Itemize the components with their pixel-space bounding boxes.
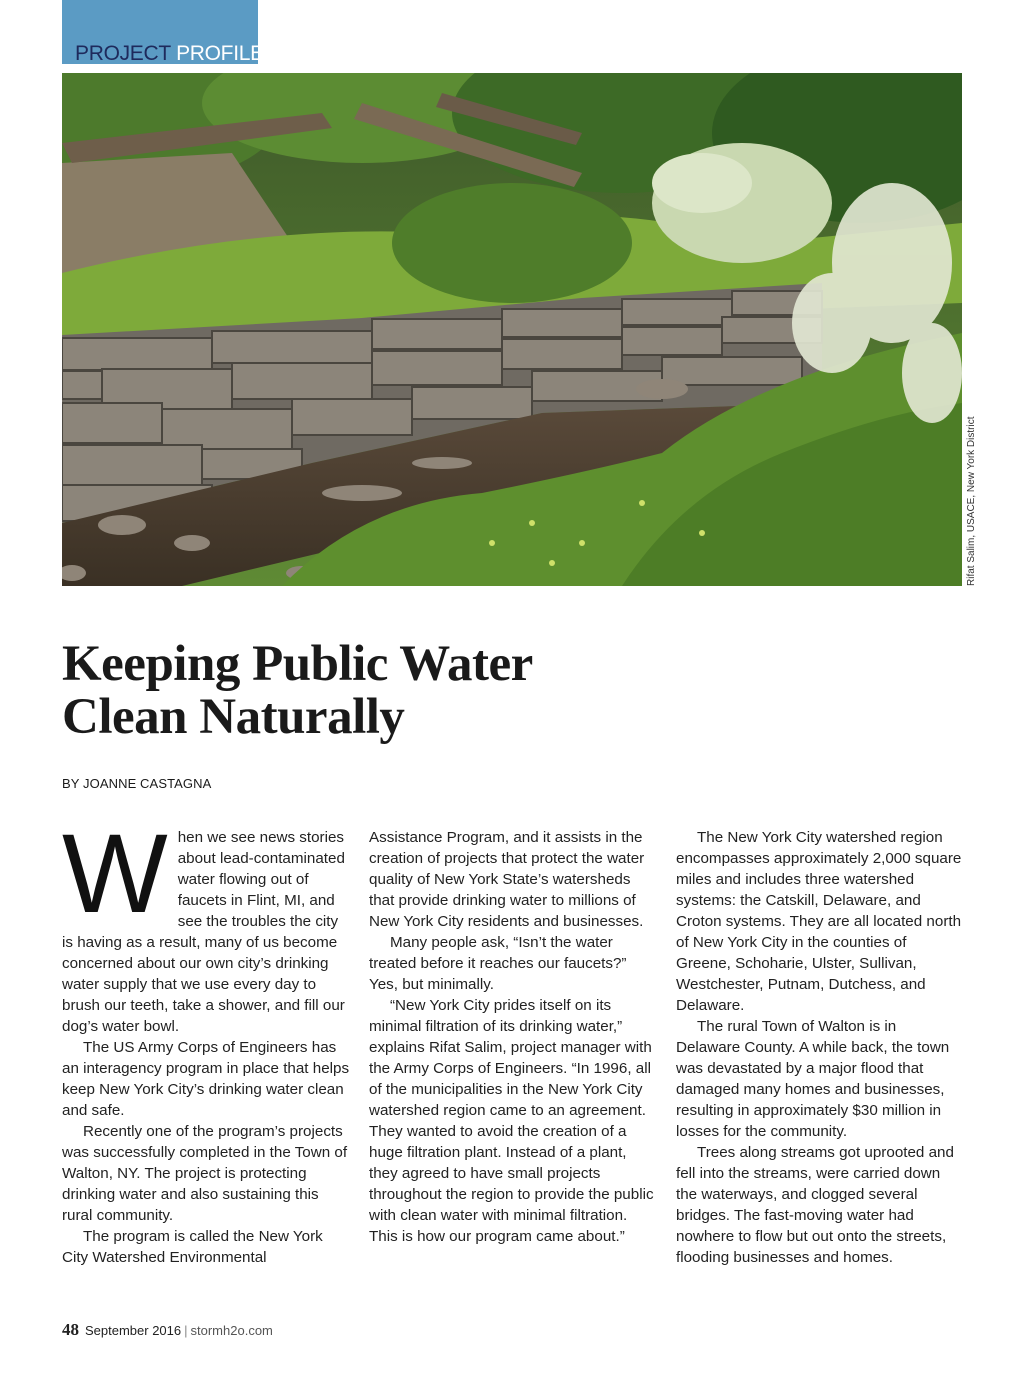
paragraph: The US Army Corps of Engineers has an interagency program in place that helps keep New York City’s drinking water clean and safe. — [62, 1039, 350, 1119]
paragraph: hen we see news stories about lead-contaminated water flowing out of faucets in Flint, MI, and see the troubles the city is having as a result, many of us become concerned about our own city’s drinking water supply that we use every day to brush our teeth, take a shower, and fill our dog’s water bowl. — [62, 829, 345, 1035]
byline: BY JOANNE CASTAGNA — [62, 776, 212, 791]
site-url: stormh2o.com — [190, 1323, 273, 1338]
section-label — [75, 42, 264, 66]
paragraph: Recently one of the program’s projects was successfully completed in the Town of Walton, NY. The project is protecting drinking water and also sustaining this rural community. — [62, 1123, 348, 1224]
title-line-2: Clean Naturally — [62, 689, 405, 745]
paragraph: The program is called the New York City Watershed Environmental — [62, 1228, 323, 1266]
article-column-1 — [62, 811, 350, 1268]
section-word-profile: PROFILE — [176, 42, 264, 65]
paragraph: Assistance Program, and it assists in the creation of projects that protect the water quality of New York State’s watersheds that provide drinking water to millions of New York City residents and businesses. — [369, 829, 645, 930]
article-title — [62, 638, 762, 744]
issue-date: September 2016 — [85, 1323, 182, 1338]
section-word-project: PROJECT — [75, 42, 171, 65]
paragraph: “New York City prides itself on its minimal filtration of its drinking water,” explains Rifat Salim, project manager with the Army Corps of Engineers. “In 1996, all of the municipalities in the New York City watershed region came to an agreement. They wanted to avoid the creation of a huge filtration plant. Instead of a plant, they agreed to have small projects throughout the region to provide the public with clean water with minimal filtration. This is how our program came about.” — [369, 997, 654, 1245]
title-line-1: Keeping Public Water — [62, 636, 533, 692]
article-column-3 — [676, 827, 964, 1268]
article-column-2 — [369, 827, 657, 1247]
photo-credit: Rifat Salim, USACE, New York District — [966, 416, 977, 586]
paragraph: The New York City watershed region encompasses approximately 2,000 square miles and includes three watershed systems: the Catskill, Delaware, and Croton systems. They are all located north of New York City in the counties of Greene, Schoharie, Ulster, Sullivan, Westchester, Putnam, Dutchess, and Delaware. — [676, 829, 962, 1014]
page-number: 48 — [62, 1320, 79, 1339]
paragraph: Many people ask, “Isn’t the water treated before it reaches our faucets?” Yes, but minimally. — [369, 934, 627, 993]
paragraph: Trees along streams got uprooted and fell into the streams, were carried down the waterways, and clogged several bridges. The fast-moving water had nowhere to flow but out onto the streets, flooding businesses and homes. — [676, 1144, 954, 1266]
footer-separator: | — [184, 1323, 188, 1338]
drop-cap: W — [62, 811, 168, 936]
page-footer — [62, 1320, 273, 1340]
photo-stone-wall-stream — [62, 73, 962, 586]
paragraph: The rural Town of Walton is in Delaware County. A while back, the town was devastated by a major flood that damaged many homes and businesses, resulting in approximately $30 million in losses for the community. — [676, 1018, 950, 1140]
